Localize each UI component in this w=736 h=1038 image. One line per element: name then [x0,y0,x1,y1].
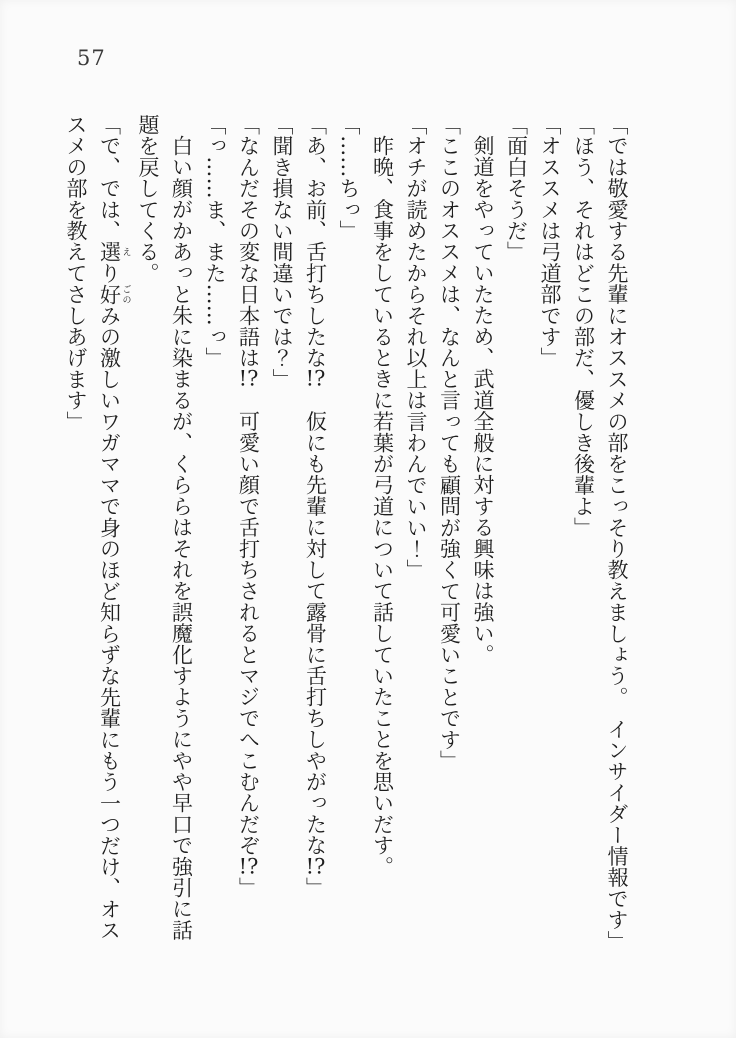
dialogue-paragraph: 「っ……ま、また……っ」 [203,114,227,369]
narration-paragraph: 剣道をやっていたため、武道全般に対する興味は強い。 [471,135,495,665]
page-number: 57 [77,46,106,70]
dialogue-paragraph: 「面白そうだ」 [504,114,529,263]
dialogue-paragraph: 「……ちっ」 [337,114,361,242]
exclamation-question-mark: !? [238,368,259,390]
dialogue-paragraph: 「で、では、選 えり好 ごのみの激しいワガママで身のほど知らずな先輩にもう一つだけ、オススメの部を教えてさしあげます」 [64,114,131,941]
dialogue-paragraph: 「では敬愛する先輩にオススメの部をこっそり教えましょう。 インサイダー情報です」 [605,114,629,952]
narration-paragraph: 白い顔がかあっと朱に染まるが、くららはそれを誤魔化すようにやや早口で強引に話題を戻してくる。 [136,114,194,941]
ruby-annotated-kanji: 選 え [97,241,131,263]
dialogue-paragraph: 「ほう、それはどこの部だ、優しき後輩よ」 [571,114,596,538]
ruby-annotated-kanji: 好 ごの [97,283,131,305]
exclamation-question-mark: !? [305,855,326,877]
dialogue-paragraph: 「聞き損ない間違いでは？」 [270,114,294,390]
dialogue-paragraph: 「なんだその変な日本語は!? 可愛い顔で舌打ちされるとマジでへこむんだぞ!?」 [236,114,261,899]
dialogue-paragraph: 「オススメは弓道部です」 [538,114,562,369]
exclamation-question-mark: !? [305,368,326,390]
novel-text-block [59,114,634,959]
exclamation-question-mark: !? [238,855,259,877]
dialogue-paragraph: 「オチが読めたからそれ以上は言わんでいい！」 [404,114,428,581]
narration-paragraph: 昨晩、食事をしているときに若葉が弓道について話していたことを思いだす。 [370,135,395,877]
dialogue-paragraph: 「ここのオススメは、なんと言っても顧問が強くて可愛いことです」 [437,114,462,772]
dialogue-paragraph: 「あ、お前、舌打ちしたな!? 仮にも先輩に対して露骨に舌打ちしやがったな!?」 [303,114,328,899]
